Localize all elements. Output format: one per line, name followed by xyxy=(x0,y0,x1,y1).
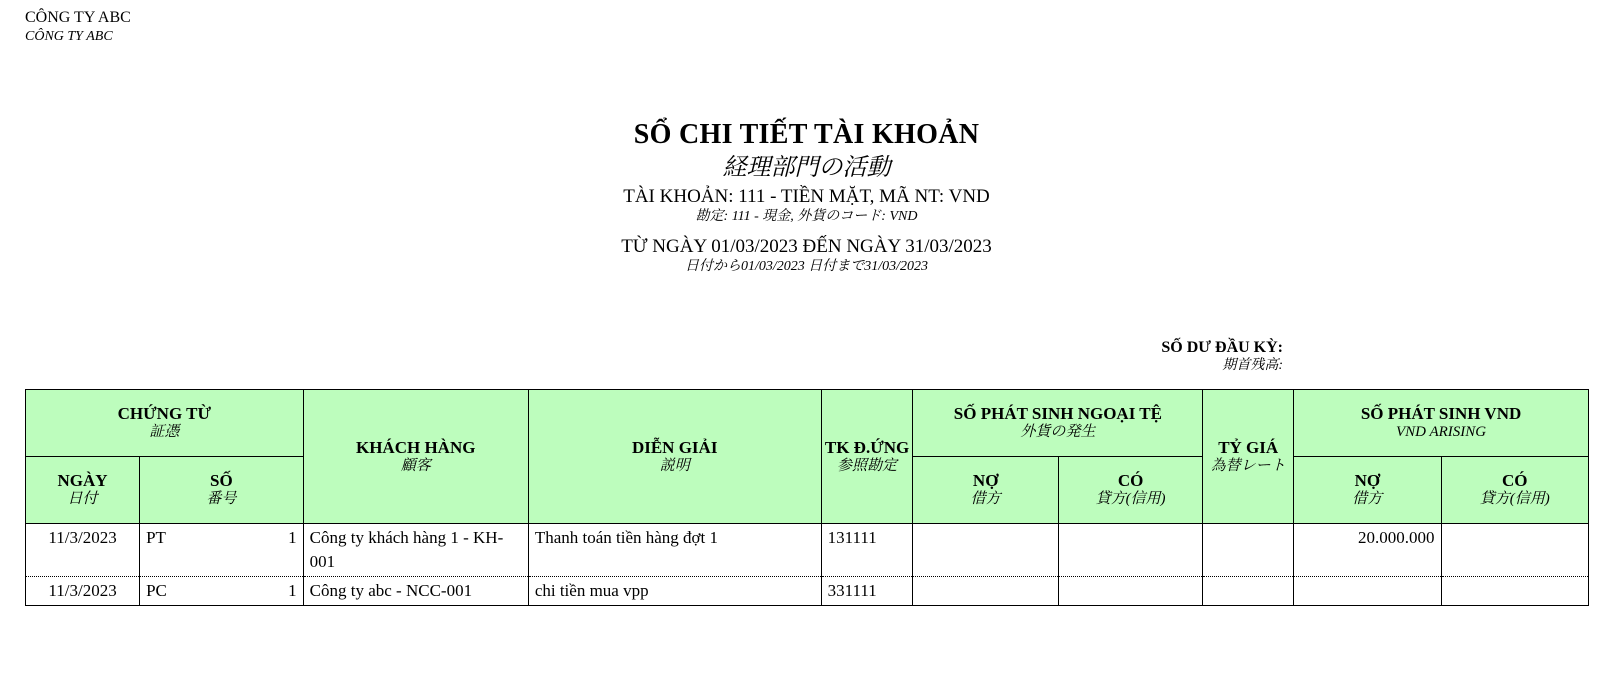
vnd-credit-header-label: CÓ xyxy=(1502,471,1528,490)
row-contra-account: 131111 xyxy=(821,524,913,577)
report-heading xyxy=(0,118,1613,276)
contra-header-label-jp: 参照勘定 xyxy=(837,457,898,474)
number-header-label: SỐ xyxy=(210,471,233,490)
row-date: 11/3/2023 xyxy=(26,524,140,577)
row-customer: Công ty khách hàng 1 - KH-001 xyxy=(303,524,528,577)
vnd-debit-header-label: NỢ xyxy=(1354,471,1381,490)
report-title: SỔ CHI TIẾT TÀI KHOẢN xyxy=(633,119,980,150)
row-fx-credit xyxy=(1058,524,1202,577)
voucher-header-label-jp: 証憑 xyxy=(149,424,180,440)
description-header xyxy=(528,390,821,524)
row-fx-debit xyxy=(913,524,1058,577)
fx-debit-header xyxy=(913,457,1058,524)
company-name-jp: CÔNG TY ABC xyxy=(25,29,113,44)
row-doc-no: 1 xyxy=(288,581,297,600)
fx-debit-header-label: NỢ xyxy=(972,471,999,490)
vnd-arising-header xyxy=(1294,390,1589,457)
rate-header-label: TỶ GIÁ xyxy=(1218,437,1279,457)
row-doc-type: PT xyxy=(146,528,166,547)
row-description: chi tiền mua vpp xyxy=(528,577,821,606)
row-doc-no: 1 xyxy=(288,528,297,547)
period-line: TỪ NGÀY 01/03/2023 ĐẾN NGÀY 31/03/2023 xyxy=(621,236,992,257)
voucher-header xyxy=(26,390,304,457)
company-name: CÔNG TY ABC xyxy=(25,9,131,26)
fx-credit-header-label: CÓ xyxy=(1117,471,1144,490)
vnd-debit-header xyxy=(1294,457,1441,524)
fx-arising-header xyxy=(913,390,1203,457)
fx-arising-header-label: SỐ PHÁT SINH NGOẠI TỆ xyxy=(953,404,1162,423)
contra-header-label: TK Đ.ỨNG xyxy=(824,437,910,457)
vnd-arising-header-label-jp: VND ARISING xyxy=(1395,424,1487,440)
row-vnd-credit xyxy=(1441,524,1588,577)
date-header-label: NGÀY xyxy=(57,471,108,490)
opening-balance-label-jp: 期首残高: xyxy=(1222,358,1283,373)
row-vnd-debit xyxy=(1294,577,1441,606)
row-description: Thanh toán tiền hàng đợt 1 xyxy=(528,524,821,577)
row-voucher-number xyxy=(140,524,304,577)
vnd-credit-header-label-jp: 貸方(信用) xyxy=(1479,491,1550,507)
vnd-credit-header xyxy=(1441,457,1588,524)
row-customer: Công ty abc - NCC-001 xyxy=(303,577,528,606)
number-header-label-jp: 番号 xyxy=(206,491,237,507)
description-header-label: DIỄN GIẢI xyxy=(631,437,718,457)
row-voucher-number xyxy=(140,577,304,606)
customer-header-label-jp: 顧客 xyxy=(400,457,431,474)
table-row xyxy=(26,524,1589,577)
date-header-label-jp: 日付 xyxy=(67,491,98,507)
date-header xyxy=(26,457,140,524)
row-fx-debit xyxy=(913,577,1058,606)
fx-arising-header-label-jp: 外貨の発生 xyxy=(1020,424,1096,440)
opening-balance xyxy=(1161,339,1283,375)
customer-header xyxy=(303,390,528,524)
period-line-jp: 日付から01/03/2023 日付まで31/03/2023 xyxy=(684,259,929,274)
account-line-jp: 勘定: 111 - 現金, 外貨のコード: VND xyxy=(695,209,918,224)
account-line: TÀI KHOẢN: 111 - TIỀN MẶT, MÃ NT: VND xyxy=(623,186,990,207)
opening-balance-label: SỐ DƯ ĐẦU KỲ: xyxy=(1161,339,1283,356)
table-row xyxy=(26,577,1589,606)
exchange-rate-header xyxy=(1203,390,1294,524)
company-header xyxy=(25,8,131,46)
report-title-jp: 経理部門の活動 xyxy=(722,155,891,181)
ledger-table xyxy=(25,389,1589,606)
row-doc-type: PC xyxy=(146,581,167,600)
customer-header-label: KHÁCH HÀNG xyxy=(355,437,476,457)
row-fx-credit xyxy=(1058,577,1202,606)
description-header-label-jp: 説明 xyxy=(659,457,690,474)
row-date: 11/3/2023 xyxy=(26,577,140,606)
row-contra-account: 331111 xyxy=(821,577,913,606)
vnd-debit-header-label-jp: 借方 xyxy=(1352,491,1383,507)
fx-debit-header-label-jp: 借方 xyxy=(970,491,1001,507)
row-vnd-credit xyxy=(1441,577,1588,606)
vnd-arising-header-label: SỐ PHÁT SINH VND xyxy=(1360,404,1522,423)
fx-credit-header xyxy=(1058,457,1202,524)
rate-header-label-jp: 為替レート xyxy=(1210,457,1286,474)
row-vnd-debit: 20.000.000 xyxy=(1294,524,1441,577)
fx-credit-header-label-jp: 貸方(信用) xyxy=(1095,491,1166,507)
header-row-1 xyxy=(26,390,1589,457)
row-rate xyxy=(1203,524,1294,577)
voucher-header-label: CHỨNG TỪ xyxy=(117,404,211,423)
contra-account-header xyxy=(821,390,913,524)
number-header xyxy=(140,457,304,524)
row-rate xyxy=(1203,577,1294,606)
